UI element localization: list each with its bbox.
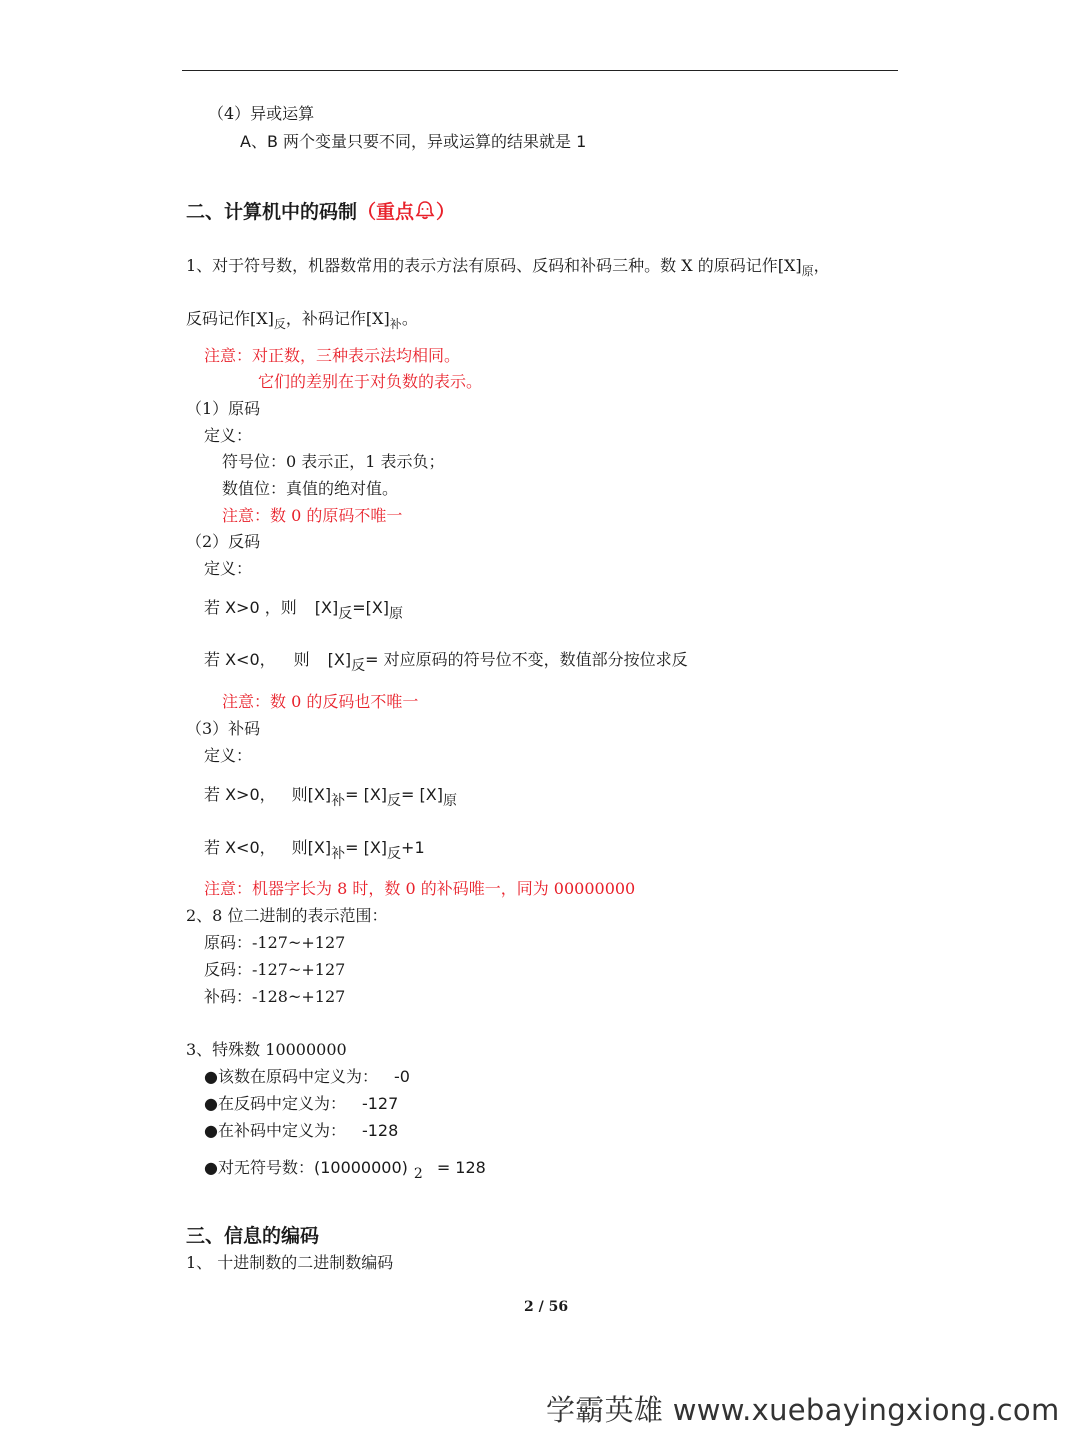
fanma-pos-eq: =[X] (352, 598, 390, 617)
range-item: 反码：-127~+127 (204, 960, 346, 979)
xor-description: A、B 两个变量只要不同，异或运算的结果就是 1 (240, 132, 587, 151)
special-bullet-unsigned (204, 1158, 486, 1182)
section2-title (186, 199, 455, 227)
buma-pos-eq2: = [X] (401, 785, 443, 804)
buma-positive (204, 785, 457, 809)
note-negative-diff: 它们的差别在于对负数的表示。 (258, 372, 483, 391)
intro-end: ， (813, 256, 830, 275)
bell-icon (414, 199, 436, 227)
special-b4-eq: = 128 (436, 1158, 486, 1177)
special-heading: 3、特殊数 10000000 (186, 1040, 347, 1059)
fanma-pos-sub2: 原 (389, 606, 404, 622)
special-bullet-yuan (204, 1067, 410, 1086)
fanma-pos-sub1: 反 (338, 606, 353, 622)
key-point-close: ） (436, 201, 456, 223)
sub-bu: 补 (389, 317, 402, 331)
buma-neg-plus1: +1 (401, 838, 425, 857)
buma-neg-eq: = [X] (345, 838, 388, 857)
watermark: 学霸英雄 www.xuebayingxiong.com (546, 1393, 1060, 1427)
buma-neg-x: 则[X] (291, 838, 332, 857)
special-bullet-fan (204, 1094, 398, 1113)
buma-neg-sub2: 反 (387, 846, 402, 862)
buma-neg-sub1: 补 (331, 846, 346, 862)
buma-pos-x: 则[X] (291, 785, 332, 804)
buma-neg-cond: 若 X<0， (204, 838, 276, 857)
intro-text-2c: 。 (401, 309, 418, 328)
buma-pos-sub2: 反 (387, 793, 402, 809)
intro-text-1: 1、对于符号数，机器数常用的表示方法有原码、反码和补码三种。数 X 的原码记作[X] (186, 256, 802, 275)
special-b3-label: ●在补码中定义为： (204, 1121, 346, 1140)
fanma-pos-x: [X] (314, 598, 339, 617)
intro-line-1 (186, 256, 830, 278)
range-item: 原码：-127~+127 (204, 933, 346, 952)
fanma-positive (204, 598, 404, 622)
intro-text-2a: 反码记作[X] (186, 309, 274, 328)
fanma-neg-x: [X] (327, 650, 352, 669)
buma-heading: （3）补码 (186, 719, 261, 738)
yuanma-def: 定义： (204, 426, 253, 445)
range-heading: 2、8 位二进制的表示范围： (186, 906, 388, 925)
yuanma-sign-bit: 符号位：0 表示正，1 表示负； (222, 452, 445, 471)
buma-def: 定义： (204, 746, 253, 765)
fanma-neg-rule: = 对应原码的符号位不变，数值部分按位求反 (365, 650, 688, 669)
special-b3-value: -128 (361, 1121, 399, 1140)
special-bullet-bu (204, 1121, 398, 1140)
intro-text-2b: ，补码记作[X] (285, 309, 390, 328)
intro-line-2 (186, 309, 418, 331)
buma-pos-sub3: 原 (442, 793, 457, 809)
sub-yuan: 原 (801, 264, 814, 278)
buma-note: 注意：机器字长为 8 时，数 0 的补码唯一，同为 00000000 (204, 879, 636, 898)
buma-pos-eq1: = [X] (345, 785, 388, 804)
yuanma-value-bit: 数值位：真值的绝对值。 (222, 479, 399, 498)
fanma-neg-sub: 反 (351, 658, 366, 674)
special-b4-sub: 2 (413, 1166, 423, 1182)
yuanma-note: 注意：数 0 的原码不唯一 (222, 506, 403, 525)
buma-pos-sub1: 补 (331, 793, 346, 809)
section2-title-text: 二、计算机中的码制 (186, 201, 358, 223)
note-positive-same: 注意：对正数，三种表示法均相同。 (204, 346, 461, 365)
special-b1-label: ●该数在原码中定义为： (204, 1067, 378, 1086)
special-b1-value: -0 (393, 1067, 410, 1086)
fanma-note: 注意：数 0 的反码也不唯一 (222, 692, 419, 711)
xor-heading: （4）异或运算 (208, 104, 315, 123)
key-point-open: （重点 (357, 201, 415, 223)
fanma-def: 定义： (204, 559, 253, 578)
special-b4-value: (10000000) (313, 1158, 408, 1177)
fanma-neg-cond: 若 X<0， (204, 650, 276, 669)
fanma-neg-then: 则 (293, 650, 310, 669)
yuanma-heading: （1）原码 (186, 399, 261, 418)
page-number: 2 / 56 (524, 1299, 569, 1315)
special-b4-label: ●对无符号数： (204, 1158, 314, 1177)
sub-fan: 反 (273, 317, 286, 331)
header-rule (182, 70, 898, 71)
fanma-heading: （2）反码 (186, 532, 261, 551)
section3-title: 三、信息的编码 (186, 1225, 320, 1247)
fanma-negative (204, 650, 688, 674)
range-item: 补码：-128~+127 (204, 987, 346, 1006)
fanma-pos-cond: 若 X>0 ，则 (204, 598, 297, 617)
special-b2-value: -127 (361, 1094, 399, 1113)
buma-pos-cond: 若 X>0， (204, 785, 276, 804)
section3-item1: 1、 十进制数的二进制数编码 (186, 1253, 394, 1272)
buma-negative (204, 838, 425, 862)
special-b2-label: ●在反码中定义为： (204, 1094, 346, 1113)
